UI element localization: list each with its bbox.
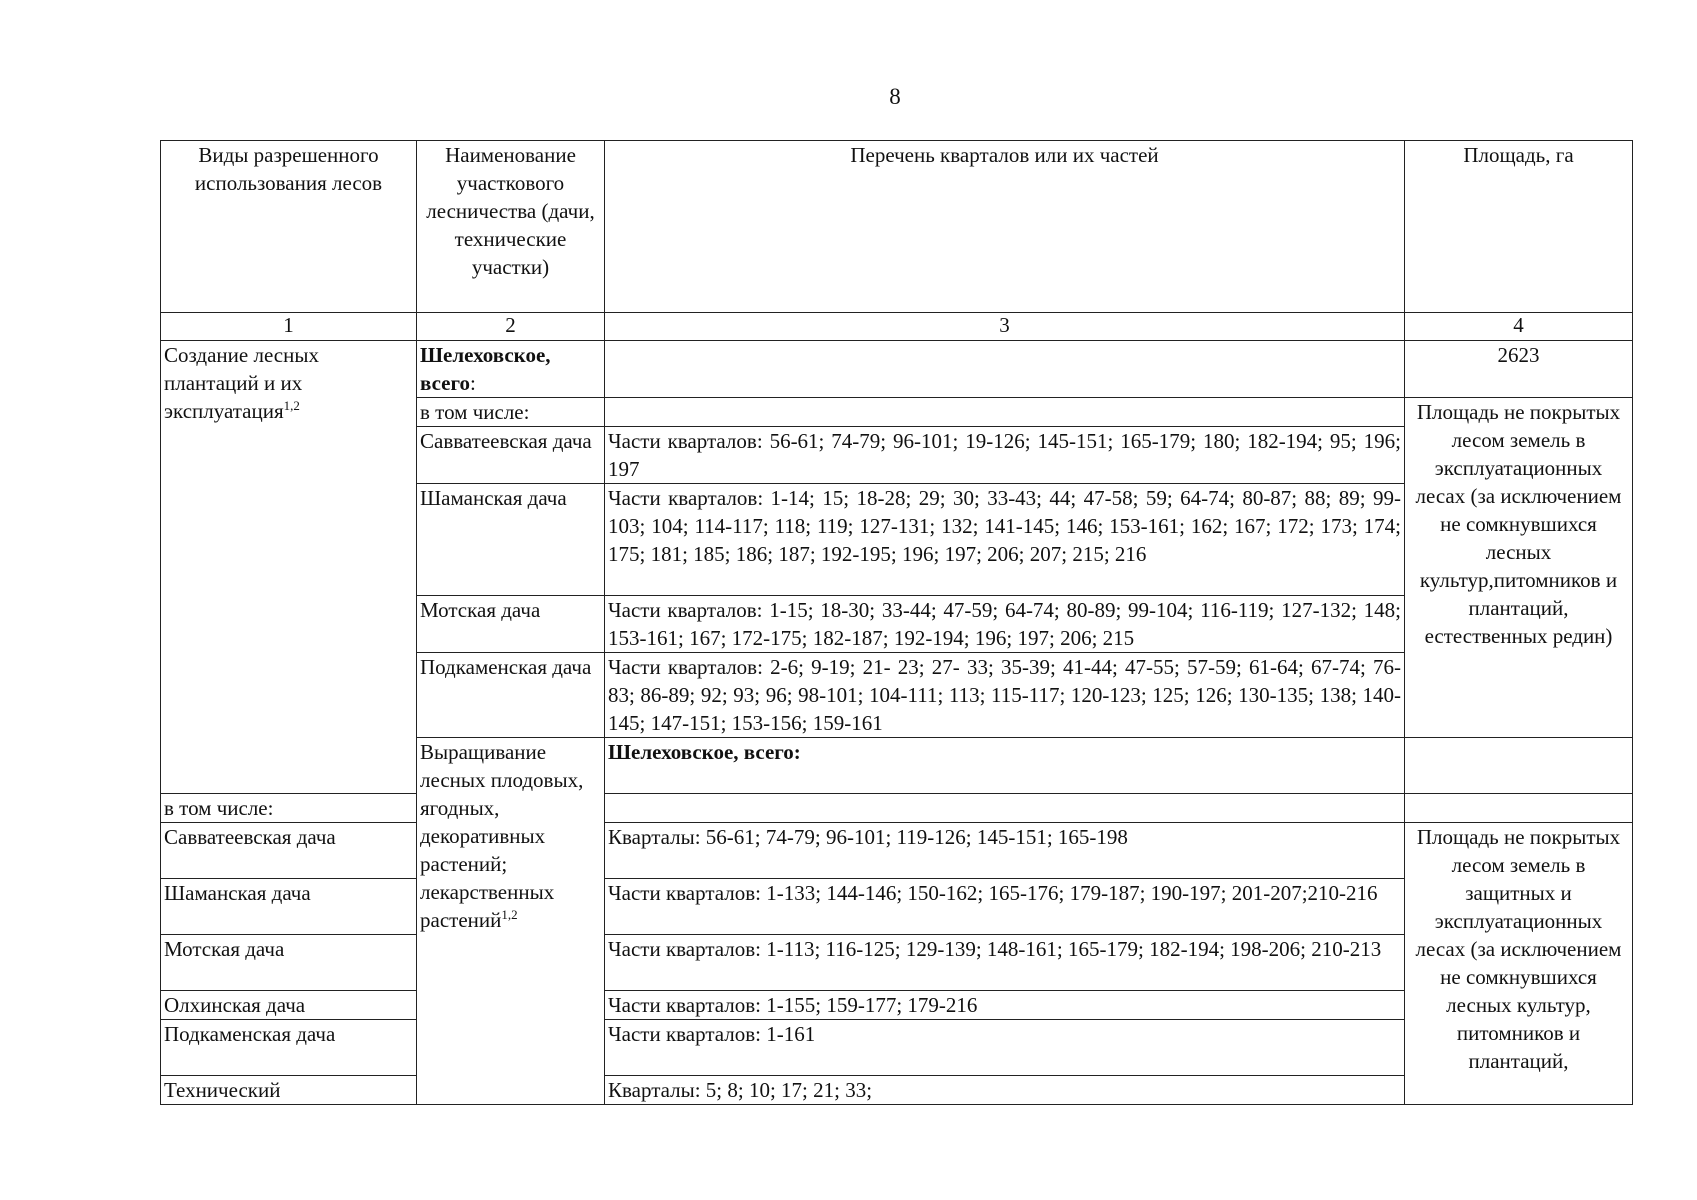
- header-forestry-name: Наименование участкового лесничества (дачи, технические участки): [417, 141, 605, 313]
- header-use-type: Виды разрешенного использования лесов: [161, 141, 417, 313]
- total-label-cell: [417, 341, 605, 398]
- quarters-list: Кварталы: 5; 8; 10; 17; 21; 33;: [605, 1076, 1405, 1105]
- table-row: [161, 823, 1633, 879]
- use-type-text: Создание лесных плантаций и их эксплуатация: [164, 343, 319, 423]
- forestry-name: Мотская дача: [161, 935, 417, 991]
- incl-label: в том числе:: [161, 794, 417, 823]
- quarters-list: Части кварталов: 1-113; 116-125; 129-139; 148-161; 165-179; 182-194; 198-206; 210-213: [605, 935, 1405, 991]
- list-cell: [605, 794, 1405, 823]
- footnote-mark: 1,2: [501, 907, 518, 922]
- forestry-name: Мотская дача: [417, 596, 605, 653]
- forest-use-table: [160, 140, 1633, 1105]
- footnote-mark: 1,2: [283, 398, 300, 413]
- total-label: Шелеховское, всего: [420, 343, 551, 395]
- forestry-name: Подкаменская дача: [161, 1020, 417, 1076]
- quarters-list: Части кварталов: 56-61; 74-79; 96-101; 19-126; 145-151; 165-179; 180; 182-194; 95; 196; 197: [605, 427, 1405, 484]
- forestry-name: Савватеевская дача: [161, 823, 417, 879]
- total-colon: :: [470, 371, 476, 395]
- page-number: 8: [889, 84, 901, 109]
- total-label-cell: [605, 738, 1405, 794]
- use-type-cell: [417, 738, 605, 1105]
- area-note: Площадь не покрытых лесом земель в защитных и эксплуатационных лесах (за исключением не сомкнувшихся лесных культур, питомников и плантаций,: [1405, 823, 1633, 1105]
- list-cell: [605, 398, 1405, 427]
- forestry-name: Подкаменская дача: [417, 653, 605, 738]
- list-cell: [1405, 738, 1633, 794]
- table-header-row: [161, 141, 1633, 313]
- quarters-list: Кварталы: 56-61; 74-79; 96-101; 119-126; 145-151; 165-198: [605, 823, 1405, 879]
- incl-label: в том числе:: [417, 398, 605, 427]
- total-label: Шелеховское, всего:: [608, 740, 801, 764]
- use-type-text: Выращивание лесных плодовых, ягодных, декоративных растений; лекарственных растений: [420, 740, 584, 932]
- forestry-name: Шаманская дача: [161, 879, 417, 935]
- area-cell: [1405, 794, 1633, 823]
- forestry-name: Олхинская дача: [161, 991, 417, 1020]
- quarters-list: Части кварталов: 2-6; 9-19; 21- 23; 27- 33; 35-39; 41-44; 47-55; 57-59; 61-64; 67-74; 76- 83; 86-89; 92; 93; 96; 98-101; 104-111; 113; 115-117; 120-123; 125; 126; 130-135; 138; 140-145; 147-151; 153-156; 159-161: [605, 653, 1405, 738]
- column-number: 2: [417, 313, 605, 341]
- table-row: [161, 794, 1633, 823]
- quarters-list: Части кварталов: 1-15; 18-30; 33-44; 47-59; 64-74; 80-89; 99-104; 116-119; 127-132; 148; 153-161; 167; 172-175; 182-187; 192-194; 196; 197; 206; 215: [605, 596, 1405, 653]
- area-note: Площадь не покрытых лесом земель в эксплуатационных лесах (за исключением не сомкнувшихся лесных культур,питомников и плантаций, естественных редин): [1405, 398, 1633, 738]
- quarters-list: Части кварталов: 1-161: [605, 1020, 1405, 1076]
- forestry-name: Технический: [161, 1076, 417, 1105]
- total-area: 2623: [1405, 341, 1633, 398]
- column-number: 3: [605, 313, 1405, 341]
- list-cell: [605, 341, 1405, 398]
- column-number: 1: [161, 313, 417, 341]
- column-number: 4: [1405, 313, 1633, 341]
- header-area: Площадь, га: [1405, 141, 1633, 313]
- quarters-list: Части кварталов: 1-14; 15; 18-28; 29; 30; 33-43; 44; 47-58; 59; 64-74; 80-87; 88; 89; 99-103; 104; 114-117; 118; 119; 127-131; 132; 141-145; 146; 153-161; 162; 167; 172; 173; 174; 175; 181; 185; 186; 187; 192-195; 196; 197; 206; 207; 215; 216: [605, 484, 1405, 596]
- table-row: [161, 341, 1633, 398]
- header-quarters-list: Перечень кварталов или их частей: [605, 141, 1405, 313]
- forestry-name: Савватеевская дача: [417, 427, 605, 484]
- forestry-name: Шаманская дача: [417, 484, 605, 596]
- quarters-list: Части кварталов: 1-155; 159-177; 179-216: [605, 991, 1405, 1020]
- column-numbers-row: [161, 313, 1633, 341]
- use-type-cell: [161, 341, 417, 794]
- quarters-list: Части кварталов: 1-133; 144-146; 150-162; 165-176; 179-187; 190-197; 201-207;210-216: [605, 879, 1405, 935]
